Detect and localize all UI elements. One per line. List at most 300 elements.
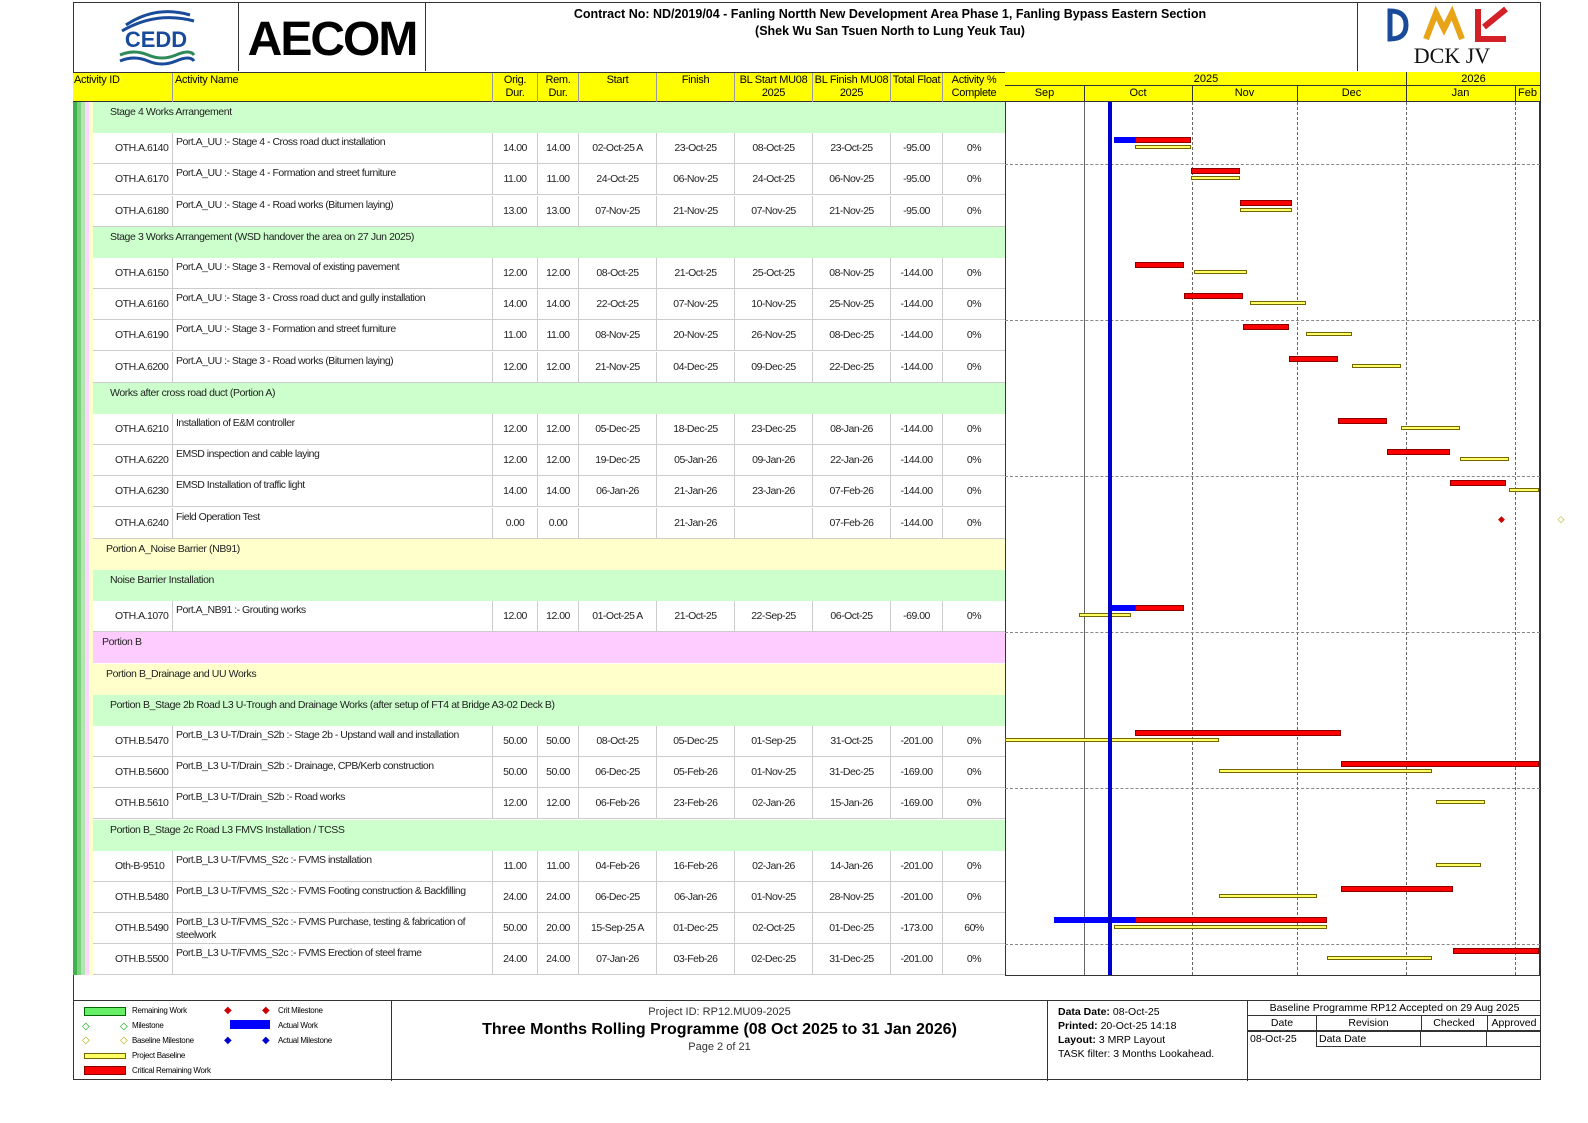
orig-duration: 12.00 bbox=[493, 352, 538, 383]
legend-milestone: Milestone bbox=[132, 1021, 164, 1030]
layout-name: 3 MRP Layout bbox=[1098, 1034, 1166, 1046]
pct-complete: 0% bbox=[966, 859, 982, 872]
pct-complete: 0% bbox=[966, 610, 982, 623]
pct-complete: 0% bbox=[966, 485, 982, 498]
activity-id: OTH.B.5470 bbox=[73, 726, 173, 757]
actual-milestone-icon: ◆ bbox=[262, 1035, 270, 1046]
legend-critical-swatch bbox=[84, 1066, 126, 1075]
activity-name: Port.A_UU :- Stage 3 - Formation and street furniture bbox=[173, 320, 493, 351]
contract-title bbox=[430, 6, 1350, 40]
finish-date: 21-Jan-26 bbox=[657, 508, 735, 539]
month-gridline bbox=[1406, 102, 1407, 975]
activity-name: Port.A_UU :- Stage 3 - Cross road duct and gully installation bbox=[173, 289, 493, 320]
activity-row[interactable] bbox=[73, 320, 1005, 351]
orig-duration: 24.00 bbox=[493, 882, 538, 913]
critical-remaining-bar[interactable] bbox=[1191, 168, 1240, 174]
bl-start-date: 24-Oct-25 bbox=[735, 164, 813, 195]
rem-duration: 12.00 bbox=[538, 258, 579, 289]
activity-row[interactable] bbox=[73, 508, 1005, 539]
activity-id: OTH.A.6230 bbox=[73, 476, 173, 507]
start-date: 08-Oct-25 bbox=[579, 726, 657, 757]
activity-name: Port.B_L3 U-T/Drain_S2b :- Drainage, CPB/Kerb construction bbox=[173, 757, 493, 788]
legend-remaining-swatch bbox=[84, 1007, 126, 1016]
milestone-diamond-icon: ◇ bbox=[82, 1021, 90, 1032]
critical-remaining-bar[interactable] bbox=[1243, 324, 1289, 330]
orig-duration: 12.00 bbox=[493, 414, 538, 445]
bl-finish-date: 31-Dec-25 bbox=[813, 944, 891, 975]
bl-finish-date: 07-Feb-26 bbox=[813, 508, 891, 539]
col-total-float[interactable]: Total Float bbox=[891, 73, 943, 102]
critical-remaining-bar[interactable] bbox=[1184, 293, 1244, 299]
activity-id: OTH.A.6220 bbox=[73, 445, 173, 476]
orig-duration: 11.00 bbox=[493, 851, 538, 882]
total-float: -95.00 bbox=[891, 133, 943, 164]
finish-date: 06-Nov-25 bbox=[657, 164, 735, 195]
group-header-row[interactable] bbox=[73, 102, 1005, 133]
crit-milestone-icon: ◆ bbox=[224, 1005, 232, 1016]
bl-finish-date: 06-Nov-25 bbox=[813, 164, 891, 195]
baseline-bar[interactable] bbox=[1219, 894, 1317, 898]
baseline-bar[interactable] bbox=[1509, 488, 1539, 492]
cedd-logo-text: CEDD bbox=[124, 27, 188, 52]
legend-actual-milestone: Actual Milestone bbox=[278, 1036, 332, 1045]
activity-name: Port.A_UU :- Stage 4 - Road works (Bitumen laying) bbox=[173, 196, 493, 227]
baseline-bar[interactable] bbox=[1219, 769, 1433, 773]
rev-header-date: Date bbox=[1248, 1016, 1317, 1031]
legend-project-baseline: Project Baseline bbox=[132, 1051, 186, 1060]
activity-id: OTH.B.5480 bbox=[73, 882, 173, 913]
orig-duration: 50.00 bbox=[493, 913, 538, 944]
data-date: 08-Oct-25 bbox=[1112, 1006, 1160, 1018]
group-title: Stage 3 Works Arrangement (WSD handover the area on 27 Jun 2025) bbox=[110, 230, 414, 243]
footer-info bbox=[1048, 1001, 1248, 1081]
finish-date: 05-Jan-26 bbox=[657, 445, 735, 476]
activity-name: Port.B_L3 U-T/FVMS_S2c :- FVMS Footing construction & Backfilling bbox=[173, 882, 493, 913]
critical-remaining-bar[interactable] bbox=[1135, 730, 1342, 736]
dck-jv-logo bbox=[1360, 3, 1538, 71]
activity-name: Port.B_L3 U-T/Drain_S2b :- Road works bbox=[173, 788, 493, 819]
critical-remaining-bar[interactable] bbox=[1387, 449, 1450, 455]
start-date: 06-Dec-25 bbox=[579, 757, 657, 788]
activity-name: Port.A_UU :- Stage 4 - Cross road duct installation bbox=[173, 133, 493, 164]
total-float: -144.00 bbox=[891, 508, 943, 539]
pct-complete: 0% bbox=[966, 142, 982, 155]
total-float: -173.00 bbox=[891, 913, 943, 944]
finish-date: 05-Dec-25 bbox=[657, 726, 735, 757]
activity-name: Port.B_L3 U-T/FVMS_S2c :- FVMS installation bbox=[173, 851, 493, 882]
footer-title-block bbox=[392, 1001, 1048, 1081]
activity-row[interactable] bbox=[73, 133, 1005, 164]
bl-finish-date: 23-Oct-25 bbox=[813, 133, 891, 164]
legend-crit-milestone: Crit Milestone bbox=[278, 1006, 323, 1015]
start-date: 06-Feb-26 bbox=[579, 788, 657, 819]
total-float: -144.00 bbox=[891, 476, 943, 507]
finish-date: 21-Oct-25 bbox=[657, 601, 735, 632]
header-divider bbox=[1357, 3, 1358, 71]
total-float: -201.00 bbox=[891, 944, 943, 975]
row-band-gridline bbox=[1005, 788, 1540, 789]
activity-id: OTH.A.6210 bbox=[73, 414, 173, 445]
baseline-bar[interactable] bbox=[1194, 270, 1247, 274]
col-activity-id[interactable]: Activity ID bbox=[73, 73, 173, 102]
group-title: Stage 4 Works Arrangement bbox=[110, 106, 232, 118]
total-float: -144.00 bbox=[891, 258, 943, 289]
start-date: 05-Dec-25 bbox=[579, 414, 657, 445]
pct-complete: 0% bbox=[966, 735, 982, 747]
rem-duration: 12.00 bbox=[538, 788, 579, 819]
bl-finish-date: 31-Oct-25 bbox=[813, 726, 891, 757]
finish-date: 01-Dec-25 bbox=[657, 913, 735, 944]
row-band-gridline bbox=[1005, 320, 1540, 321]
pct-complete: 0% bbox=[966, 891, 982, 903]
rem-duration: 50.00 bbox=[538, 726, 579, 757]
pct-complete: 0% bbox=[966, 204, 982, 217]
month-gridline bbox=[1515, 102, 1516, 975]
group-header-row[interactable] bbox=[73, 632, 1005, 663]
rem-duration: 11.00 bbox=[538, 851, 579, 882]
col-start[interactable]: Start bbox=[579, 73, 657, 102]
start-date: 06-Jan-26 bbox=[579, 476, 657, 507]
total-float: -201.00 bbox=[891, 882, 943, 913]
activity-name: Field Operation Test bbox=[173, 508, 493, 539]
col-bl-finish[interactable]: BL Finish MU08 2025 bbox=[813, 73, 891, 102]
finish-date: 06-Jan-26 bbox=[657, 882, 735, 913]
activity-name: Port.B_L3 U-T/Drain_S2b :- Stage 2b - Upstand wall and installation bbox=[173, 726, 493, 757]
bl-start-date: 23-Dec-25 bbox=[735, 414, 813, 445]
activity-id: OTH.B.5490 bbox=[73, 913, 173, 944]
baseline-bar[interactable] bbox=[1135, 145, 1191, 149]
rem-duration: 24.00 bbox=[538, 944, 579, 975]
legend-actual-work: Actual Work bbox=[278, 1021, 318, 1030]
rev-header-checked: Checked bbox=[1421, 1016, 1488, 1031]
bl-start-date bbox=[735, 508, 813, 539]
row-band-gridline bbox=[1005, 944, 1540, 945]
critical-remaining-bar[interactable] bbox=[1135, 137, 1191, 143]
bl-start-date: 22-Sep-25 bbox=[735, 601, 813, 632]
month-divider bbox=[1406, 86, 1407, 102]
start-date bbox=[579, 508, 657, 539]
total-float: -69.00 bbox=[891, 601, 943, 632]
actual-work-bar[interactable] bbox=[1110, 605, 1135, 611]
data-date-line bbox=[1108, 102, 1112, 975]
finish-date: 21-Oct-25 bbox=[657, 258, 735, 289]
activity-row[interactable] bbox=[73, 445, 1005, 476]
group-title: Noise Barrier Installation bbox=[110, 574, 214, 586]
crit-milestone-icon[interactable]: ◆ bbox=[1498, 513, 1505, 524]
group-title: Portion B_Stage 2c Road L3 FMVS Installation / TCSS bbox=[110, 823, 345, 836]
bl-finish-date: 22-Dec-25 bbox=[813, 352, 891, 383]
finish-date: 04-Dec-25 bbox=[657, 352, 735, 383]
start-date: 22-Oct-25 bbox=[579, 289, 657, 320]
bl-start-date: 02-Oct-25 bbox=[735, 913, 813, 944]
pct-complete: 0% bbox=[966, 267, 982, 279]
rev-divider bbox=[1248, 1031, 1541, 1032]
group-header-row[interactable] bbox=[73, 539, 1005, 570]
group-header-row[interactable] bbox=[73, 570, 1005, 601]
rev-approved bbox=[1487, 1031, 1541, 1047]
bl-finish-date: 31-Dec-25 bbox=[813, 757, 891, 788]
bl-finish-date: 22-Jan-26 bbox=[813, 445, 891, 476]
activity-row[interactable] bbox=[73, 258, 1005, 289]
activity-row[interactable] bbox=[73, 352, 1005, 383]
data-date-label: Data Date: bbox=[1058, 1006, 1110, 1018]
total-float: -201.00 bbox=[891, 726, 943, 757]
total-float: -201.00 bbox=[891, 851, 943, 882]
baseline-bar[interactable] bbox=[1327, 956, 1432, 960]
legend-baseline-swatch bbox=[84, 1053, 126, 1059]
bl-start-date: 07-Nov-25 bbox=[735, 196, 813, 227]
group-header-row[interactable] bbox=[73, 227, 1005, 258]
group-title: Portion B_Stage 2b Road L3 U-Trough and Drainage Works (after setup of FT4 at Bridge A3-02 Deck B) bbox=[110, 698, 555, 711]
activity-row[interactable] bbox=[73, 944, 1005, 975]
critical-remaining-bar[interactable] bbox=[1289, 356, 1338, 362]
rem-duration: 24.00 bbox=[538, 882, 579, 913]
activity-row[interactable] bbox=[73, 196, 1005, 227]
start-date: 06-Dec-25 bbox=[579, 882, 657, 913]
critical-remaining-bar[interactable] bbox=[1453, 948, 1539, 954]
orig-duration: 24.00 bbox=[493, 944, 538, 975]
col-pct-complete[interactable]: Activity % Complete bbox=[951, 74, 997, 99]
rem-duration: 14.00 bbox=[538, 133, 579, 164]
critical-remaining-bar[interactable] bbox=[1341, 761, 1539, 767]
start-date: 08-Oct-25 bbox=[579, 258, 657, 289]
activity-id: OTH.A.1070 bbox=[73, 601, 173, 632]
activity-row[interactable] bbox=[73, 851, 1005, 882]
activity-row[interactable] bbox=[73, 601, 1005, 632]
baseline-milestone-icon: ◇ bbox=[82, 1035, 90, 1046]
activity-id: OTH.A.6240 bbox=[73, 508, 173, 539]
activity-name: Port.B_L3 U-T/FVMS_S2c :- FVMS Purchase, testing & fabrication of steelwork bbox=[173, 913, 493, 944]
pct-complete: 0% bbox=[966, 454, 982, 467]
rev-header-approved: Approved bbox=[1487, 1016, 1541, 1031]
month-dec: Dec bbox=[1341, 87, 1362, 99]
total-float: -95.00 bbox=[891, 164, 943, 195]
revision-block bbox=[1248, 1001, 1541, 1081]
bl-finish-date: 08-Jan-26 bbox=[813, 414, 891, 445]
critical-remaining-bar[interactable] bbox=[1338, 418, 1387, 424]
activity-row[interactable] bbox=[73, 757, 1005, 788]
baseline-milestone-icon[interactable]: ◇ bbox=[1557, 513, 1565, 524]
start-date: 15-Sep-25 A bbox=[579, 913, 657, 944]
month-jan: Jan bbox=[1451, 87, 1470, 99]
orig-duration: 50.00 bbox=[493, 726, 538, 757]
finish-date: 20-Nov-25 bbox=[657, 320, 735, 351]
orig-duration: 11.00 bbox=[493, 164, 538, 195]
bl-start-date: 02-Dec-25 bbox=[735, 944, 813, 975]
table-header bbox=[73, 72, 1005, 102]
start-date: 04-Feb-26 bbox=[579, 851, 657, 882]
contract-line-2: (Shek Wu San Tsuen North to Lung Yeuk Tau) bbox=[755, 24, 1025, 38]
activity-row[interactable] bbox=[73, 913, 1005, 944]
finish-date: 23-Oct-25 bbox=[657, 133, 735, 164]
month-divider bbox=[1084, 86, 1085, 102]
year-divider bbox=[1406, 72, 1407, 86]
total-float: -169.00 bbox=[891, 757, 943, 788]
month-divider bbox=[1515, 86, 1516, 102]
activity-row[interactable] bbox=[73, 788, 1005, 819]
sep-oct-gridline bbox=[1084, 102, 1085, 975]
group-header-row[interactable] bbox=[73, 820, 1005, 851]
start-date: 24-Oct-25 bbox=[579, 164, 657, 195]
baseline-bar[interactable] bbox=[1250, 301, 1306, 305]
orig-duration: 11.00 bbox=[493, 320, 538, 351]
col-activity-name[interactable]: Activity Name bbox=[173, 73, 493, 102]
pct-complete: 0% bbox=[966, 298, 982, 311]
layout-label: Layout: bbox=[1058, 1034, 1096, 1046]
critical-remaining-bar[interactable] bbox=[1135, 605, 1184, 611]
baseline-bar[interactable] bbox=[1240, 208, 1293, 212]
dck-logo-text: DCK JV bbox=[1413, 43, 1491, 68]
activity-id: OTH.A.6150 bbox=[73, 258, 173, 289]
bl-finish-date: 07-Feb-26 bbox=[813, 476, 891, 507]
crit-milestone-icon: ◆ bbox=[262, 1005, 270, 1016]
start-date: 01-Oct-25 A bbox=[579, 601, 657, 632]
activity-id: OTH.B.5600 bbox=[73, 757, 173, 788]
col-finish[interactable]: Finish bbox=[657, 73, 735, 102]
critical-remaining-bar[interactable] bbox=[1450, 480, 1506, 486]
total-float: -144.00 bbox=[891, 320, 943, 351]
legend-baseline-milestone: Baseline Milestone bbox=[132, 1036, 194, 1045]
start-date: 19-Dec-25 bbox=[579, 445, 657, 476]
bl-finish-date: 15-Jan-26 bbox=[813, 788, 891, 819]
month-nov: Nov bbox=[1234, 87, 1255, 99]
rev-date: 08-Oct-25 bbox=[1250, 1033, 1297, 1045]
start-date: 21-Nov-25 bbox=[579, 352, 657, 383]
finish-date: 07-Nov-25 bbox=[657, 289, 735, 320]
critical-remaining-bar[interactable] bbox=[1240, 200, 1293, 206]
col-orig-dur[interactable]: Orig. Dur. bbox=[493, 73, 538, 102]
legend-critical-remaining-work: Critical Remaining Work bbox=[132, 1066, 211, 1075]
bl-start-date: 23-Jan-26 bbox=[735, 476, 813, 507]
finish-date: 23-Feb-26 bbox=[657, 788, 735, 819]
bl-finish-date: 25-Nov-25 bbox=[813, 289, 891, 320]
group-header-row[interactable] bbox=[73, 383, 1005, 414]
baseline-milestone-icon: ◇ bbox=[120, 1035, 128, 1046]
gantt-month-header bbox=[1005, 86, 1540, 102]
pct-complete: 0% bbox=[966, 953, 982, 966]
rem-duration: 12.00 bbox=[538, 414, 579, 445]
activity-row[interactable] bbox=[73, 289, 1005, 320]
total-float: -95.00 bbox=[891, 196, 943, 227]
finish-date: 21-Jan-26 bbox=[657, 476, 735, 507]
bl-start-date: 08-Oct-25 bbox=[735, 133, 813, 164]
legend bbox=[74, 1001, 392, 1081]
activity-id: Oth-B-9510 bbox=[73, 851, 173, 882]
baseline-bar[interactable] bbox=[1352, 364, 1401, 368]
pct-complete: 0% bbox=[966, 329, 982, 342]
month-divider bbox=[1297, 86, 1298, 102]
header-divider bbox=[425, 3, 426, 71]
activity-id: OTH.A.6170 bbox=[73, 164, 173, 195]
pct-complete: 0% bbox=[966, 766, 982, 779]
rem-duration: 0.00 bbox=[538, 508, 579, 539]
baseline-bar[interactable] bbox=[1191, 176, 1240, 180]
baseline-bar[interactable] bbox=[1079, 613, 1132, 617]
group-header-row[interactable] bbox=[73, 664, 1005, 695]
activity-name: Installation of E&M controller bbox=[173, 414, 493, 445]
gantt-year-header bbox=[1005, 72, 1540, 86]
col-bl-start[interactable]: BL Start MU08 2025 bbox=[735, 73, 813, 102]
activity-id: OTH.A.6190 bbox=[73, 320, 173, 351]
row-band-gridline bbox=[1005, 164, 1540, 165]
baseline-bar[interactable] bbox=[1401, 426, 1461, 430]
task-filter: TASK filter: 3 Months Lookahead. bbox=[1058, 1048, 1215, 1060]
rem-duration: 13.00 bbox=[538, 196, 579, 227]
baseline-bar[interactable] bbox=[1436, 800, 1485, 804]
orig-duration: 13.00 bbox=[493, 196, 538, 227]
rem-duration: 14.00 bbox=[538, 476, 579, 507]
activity-name: Port.A_NB91 :- Grouting works bbox=[173, 601, 493, 632]
pct-complete: 0% bbox=[966, 797, 982, 810]
actual-milestone-icon: ◆ bbox=[224, 1035, 232, 1046]
bl-start-date: 26-Nov-25 bbox=[735, 320, 813, 351]
bl-start-date: 01-Nov-25 bbox=[735, 882, 813, 913]
critical-remaining-bar[interactable] bbox=[1135, 262, 1184, 268]
month-gridline bbox=[1192, 102, 1193, 975]
bl-finish-date: 28-Nov-25 bbox=[813, 882, 891, 913]
start-date: 07-Nov-25 bbox=[579, 196, 657, 227]
activity-id: OTH.B.5610 bbox=[73, 788, 173, 819]
activity-row[interactable] bbox=[73, 414, 1005, 445]
baseline-bar[interactable] bbox=[1114, 925, 1328, 929]
activity-row[interactable] bbox=[73, 882, 1005, 913]
page-number: Page 2 of 21 bbox=[688, 1041, 751, 1053]
programme-title: Three Months Rolling Programme (08 Oct 2025 to 31 Jan 2026) bbox=[482, 1021, 957, 1038]
bl-start-date: 01-Nov-25 bbox=[735, 757, 813, 788]
activity-row[interactable] bbox=[73, 476, 1005, 507]
baseline-bar[interactable] bbox=[1436, 863, 1482, 867]
activity-id: OTH.A.6180 bbox=[73, 196, 173, 227]
rev-checked bbox=[1421, 1031, 1487, 1047]
actual-work-bar[interactable] bbox=[1054, 917, 1135, 923]
bl-start-date: 02-Jan-26 bbox=[735, 788, 813, 819]
month-gridline bbox=[1297, 102, 1298, 975]
critical-remaining-bar[interactable] bbox=[1135, 917, 1328, 923]
row-band-gridline bbox=[1005, 632, 1540, 633]
finish-date: 05-Feb-26 bbox=[657, 757, 735, 788]
bl-finish-date: 06-Oct-25 bbox=[813, 601, 891, 632]
rem-duration: 11.00 bbox=[538, 320, 579, 351]
month-sep: Sep bbox=[1034, 87, 1055, 99]
col-rem-dur[interactable]: Rem. Dur. bbox=[538, 73, 579, 102]
bl-finish-date: 08-Dec-25 bbox=[813, 320, 891, 351]
project-id: Project ID: RP12.MU09-2025 bbox=[648, 1006, 791, 1018]
activity-row[interactable] bbox=[73, 164, 1005, 195]
pct-complete: 60% bbox=[964, 922, 984, 935]
baseline-bar[interactable] bbox=[1306, 332, 1352, 336]
activity-name: Port.B_L3 U-T/FVMS_S2c :- FVMS Erection of steel frame bbox=[173, 944, 493, 975]
finish-date: 18-Dec-25 bbox=[657, 414, 735, 445]
activity-name: Port.A_UU :- Stage 4 - Formation and street furniture bbox=[173, 164, 493, 195]
group-header-row[interactable] bbox=[73, 695, 1005, 726]
orig-duration: 14.00 bbox=[493, 133, 538, 164]
finish-date: 21-Nov-25 bbox=[657, 196, 735, 227]
start-date: 08-Nov-25 bbox=[579, 320, 657, 351]
actual-work-bar[interactable] bbox=[1114, 137, 1135, 143]
year-2026: 2026 bbox=[1461, 73, 1486, 85]
total-float: -144.00 bbox=[891, 352, 943, 383]
legend-remaining-work: Remaining Work bbox=[132, 1006, 187, 1015]
activity-id: OTH.A.6200 bbox=[73, 352, 173, 383]
group-title: Portion B bbox=[102, 636, 142, 649]
wbs-indent-stripe bbox=[89, 102, 93, 975]
orig-duration: 0.00 bbox=[493, 508, 538, 539]
baseline-bar[interactable] bbox=[1460, 457, 1509, 461]
activity-row[interactable] bbox=[73, 726, 1005, 757]
orig-duration: 12.00 bbox=[493, 601, 538, 632]
critical-remaining-bar[interactable] bbox=[1341, 886, 1453, 892]
start-date: 07-Jan-26 bbox=[579, 944, 657, 975]
